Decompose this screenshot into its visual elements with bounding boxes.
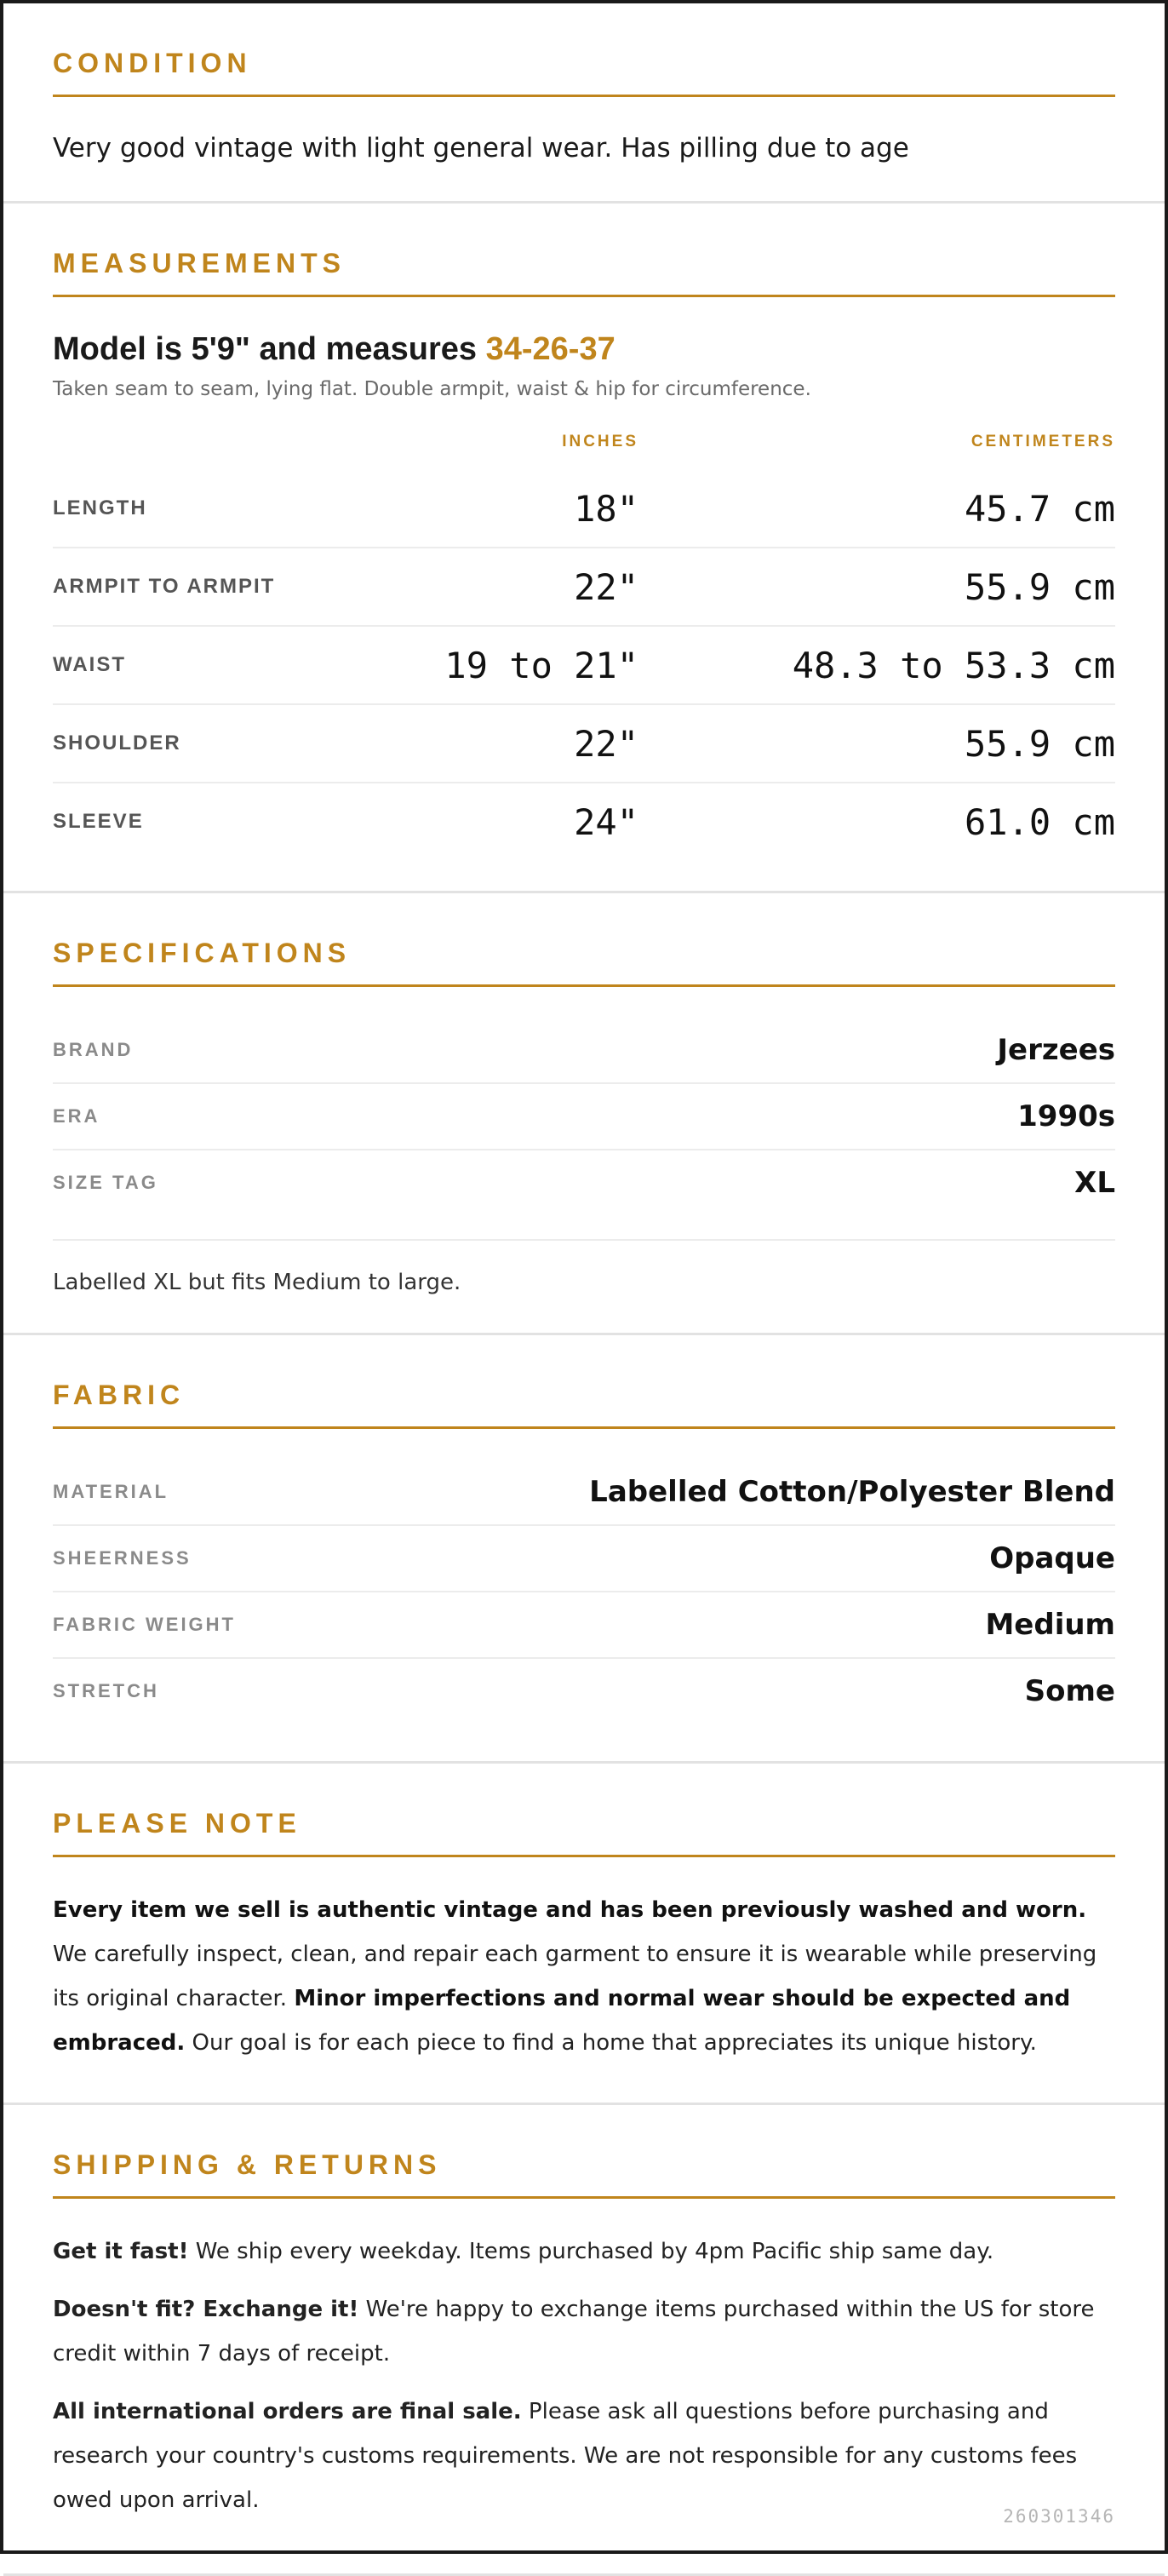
- model-prefix: Model is 5'9" and measures: [53, 331, 486, 367]
- condition-heading: CONDITION: [53, 48, 1115, 97]
- shipping-bold-2: Doesn't fit? Exchange it!: [53, 2297, 359, 2322]
- please-note-section: [3, 1764, 1165, 2105]
- note-text-1: We carefully inspect, clean, and repair each garment to ensure it is wearable while preserving its original character.: [53, 1942, 1097, 2011]
- measurement-inches: 22": [574, 722, 638, 765]
- shipping-paragraph-3: [53, 2390, 1115, 2522]
- shipping-text-2: We're happy to exchange items purchased within the US for store credit within 7 days of receipt.: [53, 2297, 1095, 2367]
- shipping-text-1: We ship every weekday. Items purchased by 4pm Pacific ship same day.: [188, 2239, 994, 2264]
- measurement-cm: 61.0 cm: [964, 800, 1115, 843]
- shipping-heading: SHIPPING & RETURNS: [53, 2149, 1115, 2199]
- measurement-inches: 19 to 21": [444, 644, 638, 686]
- fabric-section: [3, 1335, 1165, 1764]
- measurement-inches: 22": [574, 565, 638, 608]
- fabric-row-sheerness: [53, 1526, 1115, 1592]
- shipping-bold-1: Get it fast!: [53, 2239, 189, 2264]
- table-row: [53, 782, 1115, 860]
- fabric-row-weight: [53, 1592, 1115, 1659]
- specifications-heading: SPECIFICATIONS: [53, 938, 1115, 987]
- shipping-paragraph-2: [53, 2287, 1115, 2376]
- table-row: [53, 547, 1115, 625]
- please-note-text: [53, 1888, 1115, 2065]
- measurements-table: [53, 470, 1115, 860]
- measurement-cm: 55.9 cm: [964, 565, 1115, 608]
- shipping-bold-3: All international orders are final sale.: [53, 2399, 522, 2424]
- shipping-text-3: Please ask all questions before purchasing and research your country's customs requirements. We are not responsible for any customs fees owed upon arrival.: [53, 2399, 1078, 2513]
- inches-column-header: INCHES: [562, 433, 638, 450]
- measurement-label: ARMPIT TO ARMPIT: [53, 575, 276, 598]
- shipping-paragraph-1: [53, 2229, 1115, 2274]
- measurement-label: SLEEVE: [53, 810, 144, 833]
- condition-section: [3, 3, 1165, 204]
- model-info: [53, 331, 1115, 368]
- note-bold-1: Every item we sell is authentic vintage and has been previously washed and worn.: [53, 1897, 1087, 1923]
- fabric-label: FABRIC WEIGHT: [53, 1614, 236, 1635]
- table-row: [53, 470, 1115, 547]
- fabric-label: MATERIAL: [53, 1481, 169, 1502]
- specifications-section: [3, 893, 1165, 1335]
- measurements-header: [53, 433, 1115, 470]
- condition-text: Very good vintage with light general wear. Has pilling due to age: [53, 133, 909, 164]
- measurements-heading: MEASUREMENTS: [53, 248, 1115, 297]
- spec-row-size-tag: [53, 1150, 1115, 1215]
- measurement-cm: 48.3 to 53.3 cm: [792, 644, 1115, 686]
- measurement-label: LENGTH: [53, 496, 147, 519]
- fabric-value: Medium: [985, 1608, 1115, 1642]
- model-figures: 34-26-37: [485, 331, 615, 367]
- fabric-heading: FABRIC: [53, 1380, 1115, 1429]
- note-text-2: Our goal is for each piece to find a home that appreciates its unique history.: [185, 2030, 1037, 2056]
- size-note: Labelled XL but fits Medium to large.: [53, 1239, 1115, 1295]
- note-bold-2: Minor imperfections and normal wear should be expected and embraced.: [53, 1986, 1071, 2056]
- shipping-section: [3, 2105, 1165, 2576]
- please-note-heading: PLEASE NOTE: [53, 1808, 1115, 1857]
- spec-label: SIZE TAG: [53, 1172, 158, 1193]
- fabric-label: STRETCH: [53, 1680, 159, 1701]
- spec-value: Jerzees: [997, 1033, 1115, 1067]
- measurements-section: [3, 204, 1165, 893]
- fabric-row-material: [53, 1460, 1115, 1526]
- spec-value: XL: [1074, 1166, 1115, 1200]
- cm-column-header: CENTIMETERS: [970, 433, 1115, 450]
- table-row: [53, 703, 1115, 782]
- measurements-subtitle: Taken seam to seam, lying flat. Double armpit, waist & hip for circumference.: [53, 378, 811, 400]
- spec-label: BRAND: [53, 1039, 134, 1060]
- table-row: [53, 625, 1115, 703]
- fabric-label: SHEERNESS: [53, 1547, 192, 1569]
- spec-row-brand: [53, 1018, 1115, 1084]
- measurement-inches: 24": [574, 800, 638, 843]
- fabric-value: Opaque: [989, 1541, 1115, 1575]
- measurement-inches: 18": [574, 487, 638, 530]
- measurement-label: SHOULDER: [53, 731, 181, 754]
- spec-row-era: [53, 1084, 1115, 1150]
- item-code: 260301346: [1003, 2506, 1115, 2527]
- fabric-value: Labelled Cotton/Polyester Blend: [589, 1475, 1115, 1509]
- measurement-cm: 55.9 cm: [964, 722, 1115, 765]
- spec-value: 1990s: [1017, 1099, 1115, 1133]
- fabric-row-stretch: [53, 1659, 1115, 1724]
- measurement-label: WAIST: [53, 653, 126, 676]
- spec-label: ERA: [53, 1105, 100, 1127]
- measurement-cm: 45.7 cm: [964, 487, 1115, 530]
- fabric-value: Some: [1024, 1674, 1115, 1708]
